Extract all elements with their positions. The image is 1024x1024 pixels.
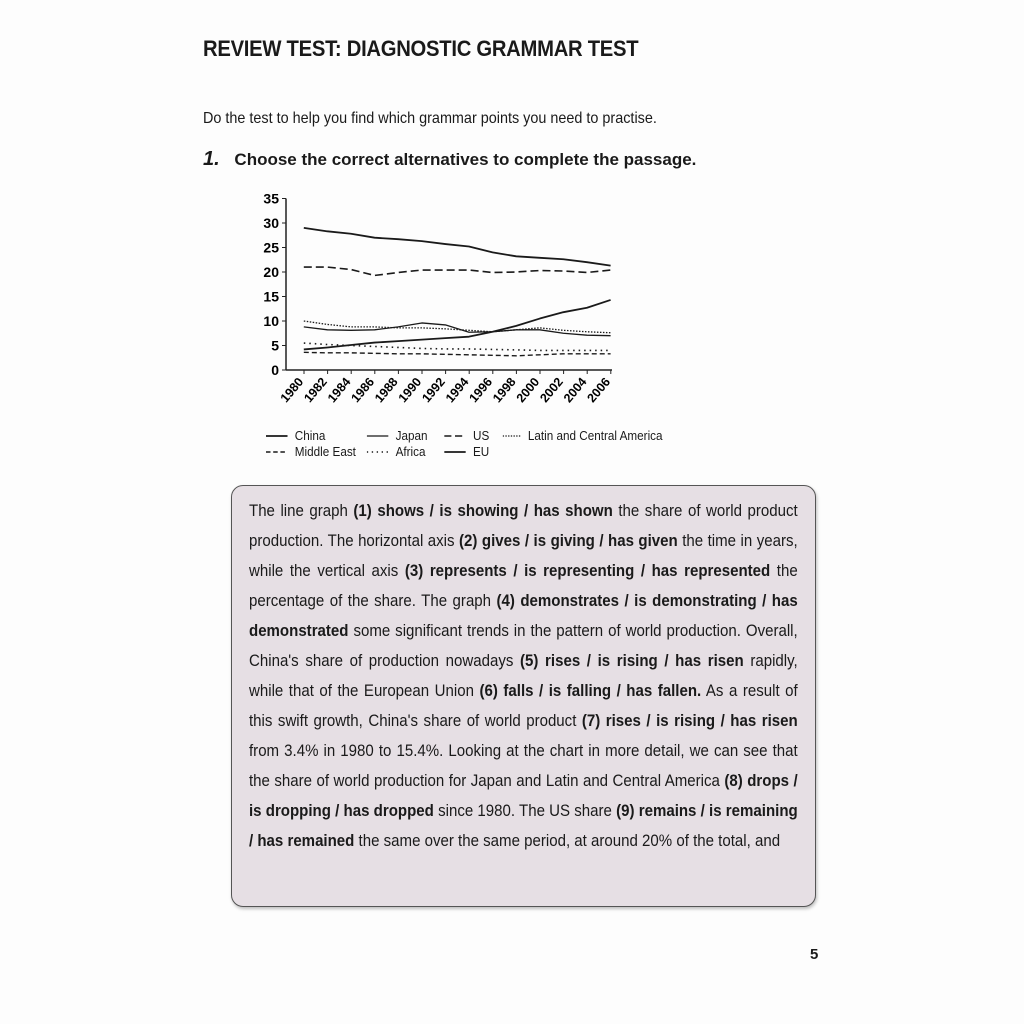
legend-line-icon <box>503 433 521 439</box>
passage-box <box>231 485 816 907</box>
x-tick-label: 1982 <box>301 374 330 406</box>
x-tick-label: 1986 <box>348 374 378 406</box>
answer-options: (4) demonstrates / is demonstrating / has demonstrated <box>249 591 798 640</box>
x-tick-label: 2004 <box>560 374 590 406</box>
legend-label: China <box>294 428 326 443</box>
legend-label: Middle East <box>294 444 356 459</box>
passage-segment: since 1980. The US share <box>433 801 617 820</box>
passage-segment: The line graph <box>249 501 354 520</box>
y-tick-label: 25 <box>263 239 279 256</box>
passage-segment: the time in years, while the vertical axis <box>249 531 798 580</box>
legend-item <box>367 428 428 443</box>
intro-text: Do the test to help you find which grammar points you need to practise. <box>203 110 657 127</box>
answer-options: (8) drops / is dropping / has dropped <box>249 771 798 820</box>
x-tick-label: 1990 <box>395 374 425 406</box>
answer-options: (6) falls / is falling / has fallen. <box>479 681 702 700</box>
passage-segment: the same over the same period, at around 20% of the total, and <box>354 831 781 850</box>
x-tick-label: 2000 <box>513 374 543 406</box>
legend-line-icon <box>444 449 466 455</box>
series-line-africa <box>304 343 611 350</box>
y-tick-label: 10 <box>263 313 279 329</box>
legend-label: EU <box>473 444 490 459</box>
x-tick-label: 1984 <box>324 374 354 406</box>
passage-segment: the percentage of the share. The graph <box>249 561 798 610</box>
answer-options: (3) represents / is representing / has represented <box>404 561 771 580</box>
series-line-us <box>304 267 611 275</box>
legend-label: Africa <box>395 444 426 459</box>
y-tick-label: 15 <box>263 288 279 305</box>
x-tick-label: 1996 <box>466 374 496 406</box>
x-tick-label: 1992 <box>419 374 448 406</box>
passage-segment: the share of world product production. The horizontal axis <box>249 501 798 550</box>
passage-segment: rapidly, while that of the European Union <box>249 651 798 700</box>
answer-options: (9) remains / is remaining / has remained <box>249 801 798 850</box>
legend-item <box>266 428 325 443</box>
answer-options: (7) rises / is rising / has risen <box>581 711 798 730</box>
passage-segment: some significant trends in the pattern of world production. Overall, China's share of production nowadays <box>249 621 798 670</box>
passage-segment: As a result of this swift growth, China's share of world product <box>249 681 798 730</box>
y-tick-label: 30 <box>263 215 279 231</box>
legend-line-icon <box>367 433 389 439</box>
y-tick-label: 35 <box>263 190 279 207</box>
series-line-latin-and-central-america <box>304 321 611 333</box>
series-line-middle-east <box>304 352 611 355</box>
legend-label: US <box>473 428 490 443</box>
answer-options: (5) rises / is rising / has risen <box>520 651 744 670</box>
x-tick-label: 1994 <box>442 374 472 406</box>
y-tick-label: 0 <box>271 362 279 378</box>
legend-item <box>444 444 489 459</box>
page-title: REVIEW TEST: DIAGNOSTIC GRAMMAR TEST <box>203 36 639 61</box>
legend-line-icon <box>266 449 288 455</box>
x-tick-label: 1998 <box>490 374 519 406</box>
line-chart <box>240 185 630 425</box>
legend-item <box>367 444 426 459</box>
answer-options: (2) gives / is giving / has given <box>459 531 678 550</box>
legend-item <box>266 444 356 459</box>
legend-line-icon <box>367 449 389 455</box>
x-tick-label: 2002 <box>537 374 566 406</box>
page-number: 5 <box>810 946 819 963</box>
passage-text <box>249 496 798 856</box>
y-tick-label: 5 <box>271 337 279 354</box>
question-text: Choose the correct alternatives to complete the passage. <box>234 150 697 169</box>
series-line-china <box>304 300 611 349</box>
legend-line-icon <box>266 433 288 439</box>
legend-label: Latin and Central America <box>527 428 663 443</box>
answer-options: (1) shows / is showing / has shown <box>353 501 613 520</box>
x-tick-label: 2006 <box>584 374 614 406</box>
question-heading <box>203 148 696 171</box>
legend-item <box>444 428 489 443</box>
series-line-eu <box>304 228 611 266</box>
y-tick-label: 20 <box>263 264 279 280</box>
legend-line-icon <box>444 433 466 439</box>
passage-segment: from 3.4% in 1980 to 15.4%. Looking at the chart in more detail, we can see that the share of world production for Japan and Latin and Central America <box>249 741 798 790</box>
x-tick-label: 1988 <box>372 374 401 406</box>
x-tick-label: 1980 <box>277 374 307 406</box>
legend-label: Japan <box>395 428 428 443</box>
question-number: 1. <box>203 148 220 170</box>
legend-item <box>503 428 663 443</box>
